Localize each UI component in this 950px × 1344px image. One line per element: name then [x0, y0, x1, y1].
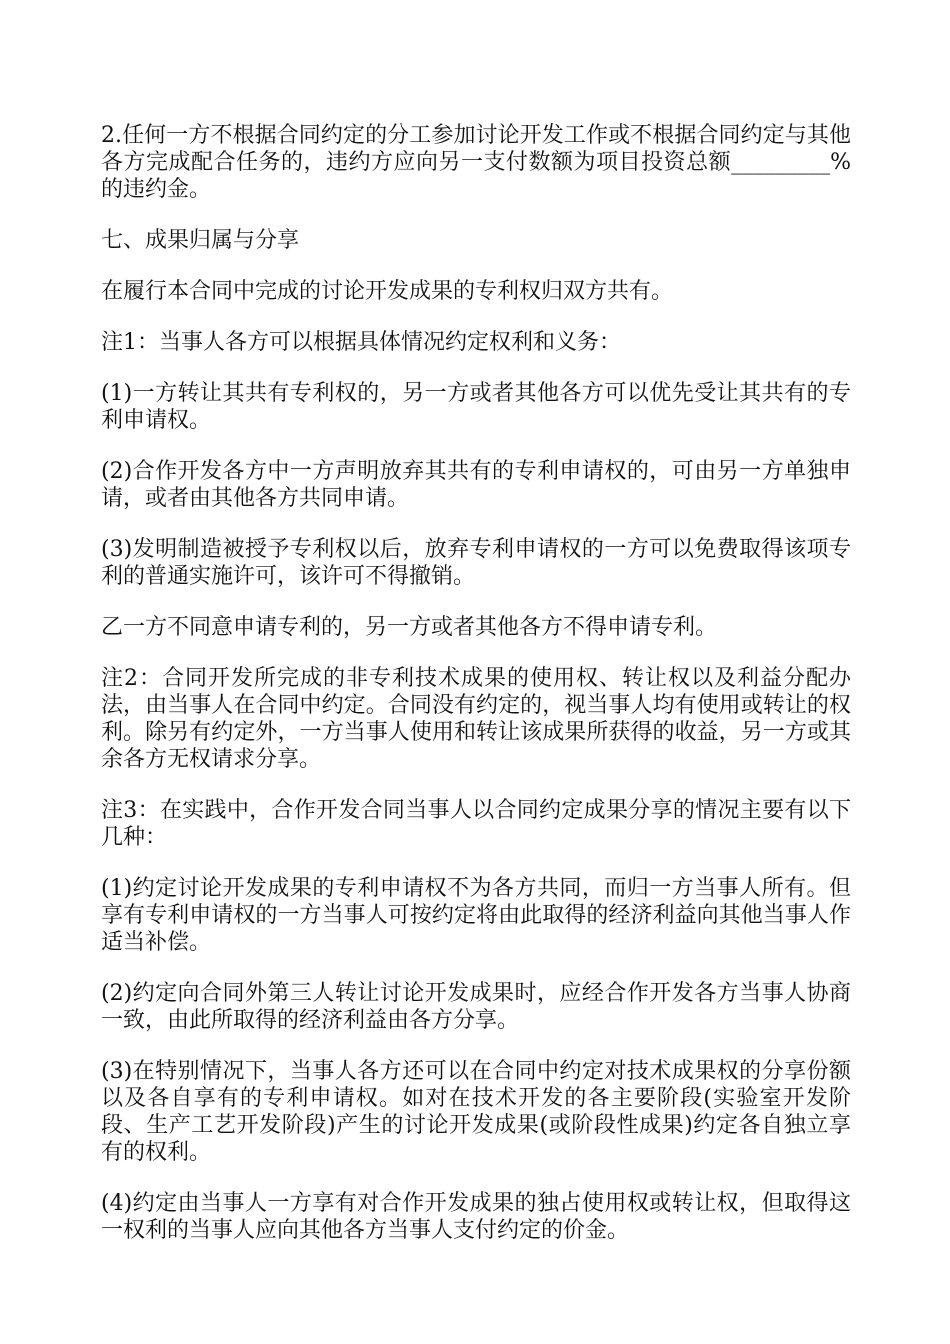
- paragraph-breach-clause: 2.任何一方不根据合同约定的分工参加讨论开发工作或不根据合同约定与其他各方完成配合任务的，违约方应向另一支付数额为项目投资总额_________%的违约金。: [101, 123, 851, 202]
- paragraph-no-patent-application: 乙一方不同意申请专利的，另一方或者其他各方不得申请专利。: [101, 615, 718, 640]
- paragraph-note-3: 注3：在实践中，合作开发合同当事人以合同约定成果分享的情况主要有以下几种：: [101, 798, 851, 850]
- paragraph-patent-ownership: 在履行本合同中完成的讨论开发成果的专利权归双方共有。: [101, 279, 674, 304]
- paragraph-note-2: 注2：合同开发所完成的非专利技术成果的使用权、转让权以及利益分配办法，由当事人在合同中约定。合同没有约定的，视当事人均有使用或转让的权利。除另有约定外，一方当事人使用和转让该成果所获得的收益，另一方或其余各方无权请求分享。: [101, 666, 851, 772]
- paragraph-note-3-item-3: (3)在特别情况下，当事人各方还可以在合同中约定对技术成果权的分享份额以及各自享有的专利申请权。如对在技术开发的各主要阶段(实验室开发阶段、生产工艺开发阶段)产生的讨论开发成果(或阶段性成果)约定各自独立享有的权利。: [101, 1059, 851, 1165]
- paragraph-note-3-item-1: (1)约定讨论开发成果的专利申请权不为各方共同，而归一方当事人所有。但享有专利申请权的一方当事人可按约定将由此取得的经济利益向其他当事人作适当补偿。: [101, 876, 851, 955]
- paragraph-note-1-item-3: (3)发明制造被授予专利权以后，放弃专利申请权的一方可以免费取得该项专利的普通实施许可，该许可不得撤销。: [101, 537, 851, 589]
- section-heading-results: 七、成果归属与分享: [101, 228, 300, 253]
- paragraph-note-3-item-2: (2)约定向合同外第三人转让讨论开发成果时，应经合作开发各方当事人协商一致，由此所取得的经济利益由各方分享。: [101, 981, 851, 1033]
- document-body: [101, 122, 851, 1268]
- paragraph-note-3-item-4: (4)约定由当事人一方享有对合作开发成果的独占使用权或转让权，但取得这一权利的当事人应向其他各方当事人支付约定的价金。: [101, 1191, 851, 1243]
- paragraph-note-1-item-2: (2)合作开发各方中一方声明放弃其共有的专利申请权的，可由另一方单独申请，或者由其他各方共同申请。: [101, 459, 851, 511]
- paragraph-note-1-item-1: (1)一方转让其共有专利权的，另一方或者其他各方可以优先受让其共有的专利申请权。: [101, 381, 851, 433]
- paragraph-note-1: 注1：当事人各方可以根据具体情况约定权利和义务：: [101, 330, 621, 355]
